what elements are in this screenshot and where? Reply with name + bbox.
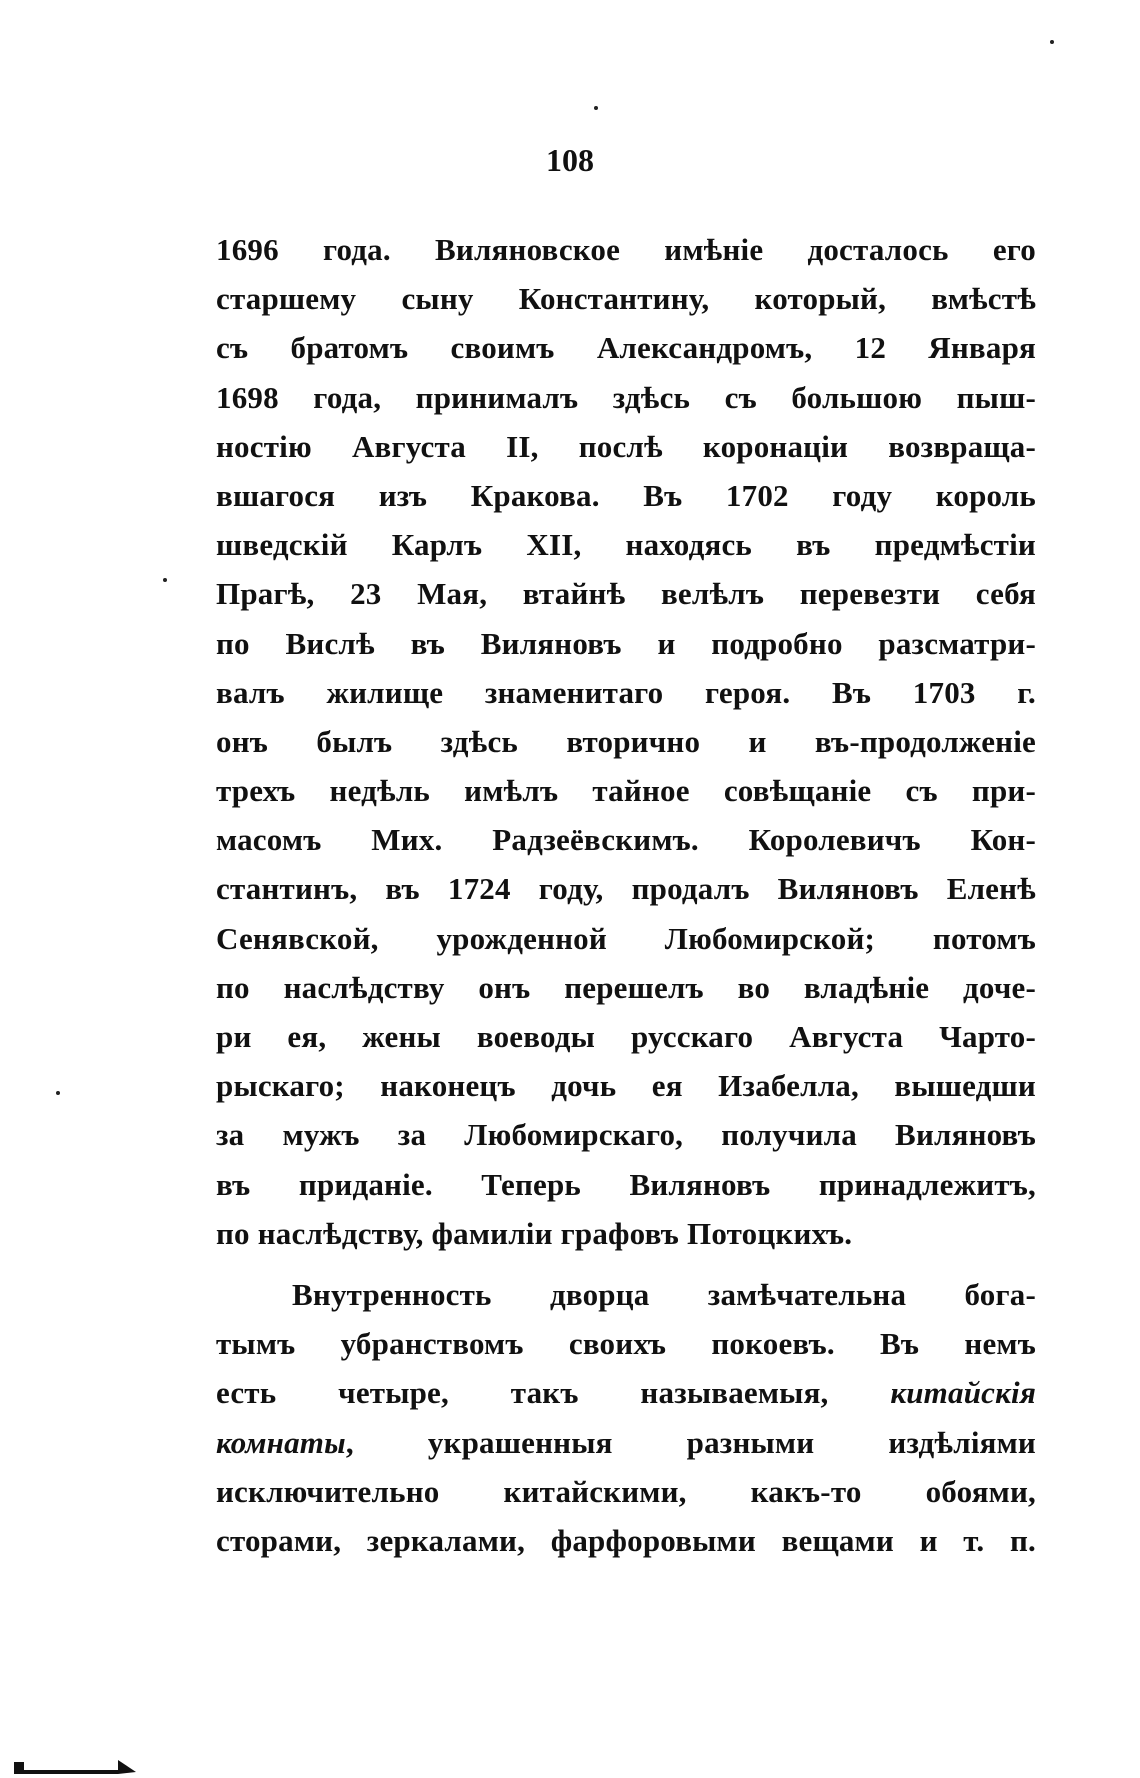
text-line: съ братомъ своимъ Александромъ, 12 Января bbox=[216, 330, 1036, 366]
text-line bbox=[216, 1368, 1036, 1417]
text-line: 1698 года, принималъ здѣсь съ большою пыш- bbox=[216, 379, 1036, 415]
text-line: по Вислѣ въ Виляновъ и подробно разсматри- bbox=[216, 625, 1036, 661]
text-line: вшагося изъ Кракова. Въ 1702 году король bbox=[216, 477, 1036, 513]
text-line: по наслѣдству, фамиліи графовъ Потоцкихъ. bbox=[216, 1215, 853, 1251]
text-line: исключительно китайскими, какъ-то обоями, bbox=[216, 1473, 1036, 1509]
text-line: Сенявской, урожденной Любомирской; потомъ bbox=[216, 920, 1036, 956]
text-line: сторами, зеркалами, фарфоровыми вещами и т. п. bbox=[216, 1522, 1036, 1558]
text-line: по наслѣдству онъ перешелъ во владѣніе доче- bbox=[216, 969, 1036, 1005]
text-line: за мужъ за Любомирскаго, получила Виляновъ bbox=[216, 1117, 1036, 1153]
arrow-ornament-icon bbox=[14, 1758, 136, 1774]
text-line: шведскій Карлъ XII, находясь въ предмѣстіи bbox=[216, 527, 1036, 563]
text-line: тымъ убранствомъ своихъ покоевъ. Въ немъ bbox=[216, 1326, 1036, 1362]
print-speck bbox=[163, 578, 167, 582]
body-text bbox=[216, 225, 1036, 1565]
print-speck bbox=[594, 106, 598, 110]
text-line bbox=[216, 1418, 1036, 1467]
text-line: ностію Августа II, послѣ коронаціи возвраща- bbox=[216, 428, 1036, 464]
text-line: старшему сыну Константину, который, вмѣстѣ bbox=[216, 281, 1036, 317]
print-speck bbox=[1050, 40, 1054, 44]
text-segment: , украшенныя разными издѣліями bbox=[345, 1424, 1036, 1460]
text-line: ри ея, жены воеводы русскаго Августа Чарто- bbox=[216, 1019, 1036, 1054]
text-segment: есть четыре, такъ называемыя, bbox=[216, 1375, 829, 1411]
text-line: Прагѣ, 23 Мая, втайнѣ велѣлъ перевезти себя bbox=[216, 576, 1036, 612]
italic-term: китайскія bbox=[890, 1375, 1036, 1411]
text-line: Внутренность дворца замѣчательна бога- bbox=[292, 1276, 1036, 1312]
text-line: 1696 года. Виляновское имѣніе досталось его bbox=[216, 232, 1036, 267]
text-line: онъ былъ здѣсь вторично и въ-продолженіе bbox=[216, 723, 1036, 759]
page-number: 108 bbox=[546, 142, 594, 178]
print-speck bbox=[56, 1091, 60, 1095]
text-line: стантинъ, въ 1724 году, продалъ Виляновъ Еленѣ bbox=[216, 871, 1036, 907]
text-line: трехъ недѣль имѣлъ тайное совѣщаніе съ при- bbox=[216, 773, 1036, 809]
text-line: въ приданіе. Теперь Виляновъ принадлежитъ, bbox=[216, 1166, 1036, 1202]
text-line: валъ жилище знаменитаго героя. Въ 1703 г. bbox=[216, 674, 1036, 710]
italic-term: комнаты bbox=[216, 1424, 346, 1460]
text-line: рыскаго; наконецъ дочь ея Изабелла, вышедши bbox=[216, 1068, 1036, 1104]
text-line: масомъ Мих. Радзеёвскимъ. Королевичъ Кон- bbox=[216, 822, 1036, 858]
